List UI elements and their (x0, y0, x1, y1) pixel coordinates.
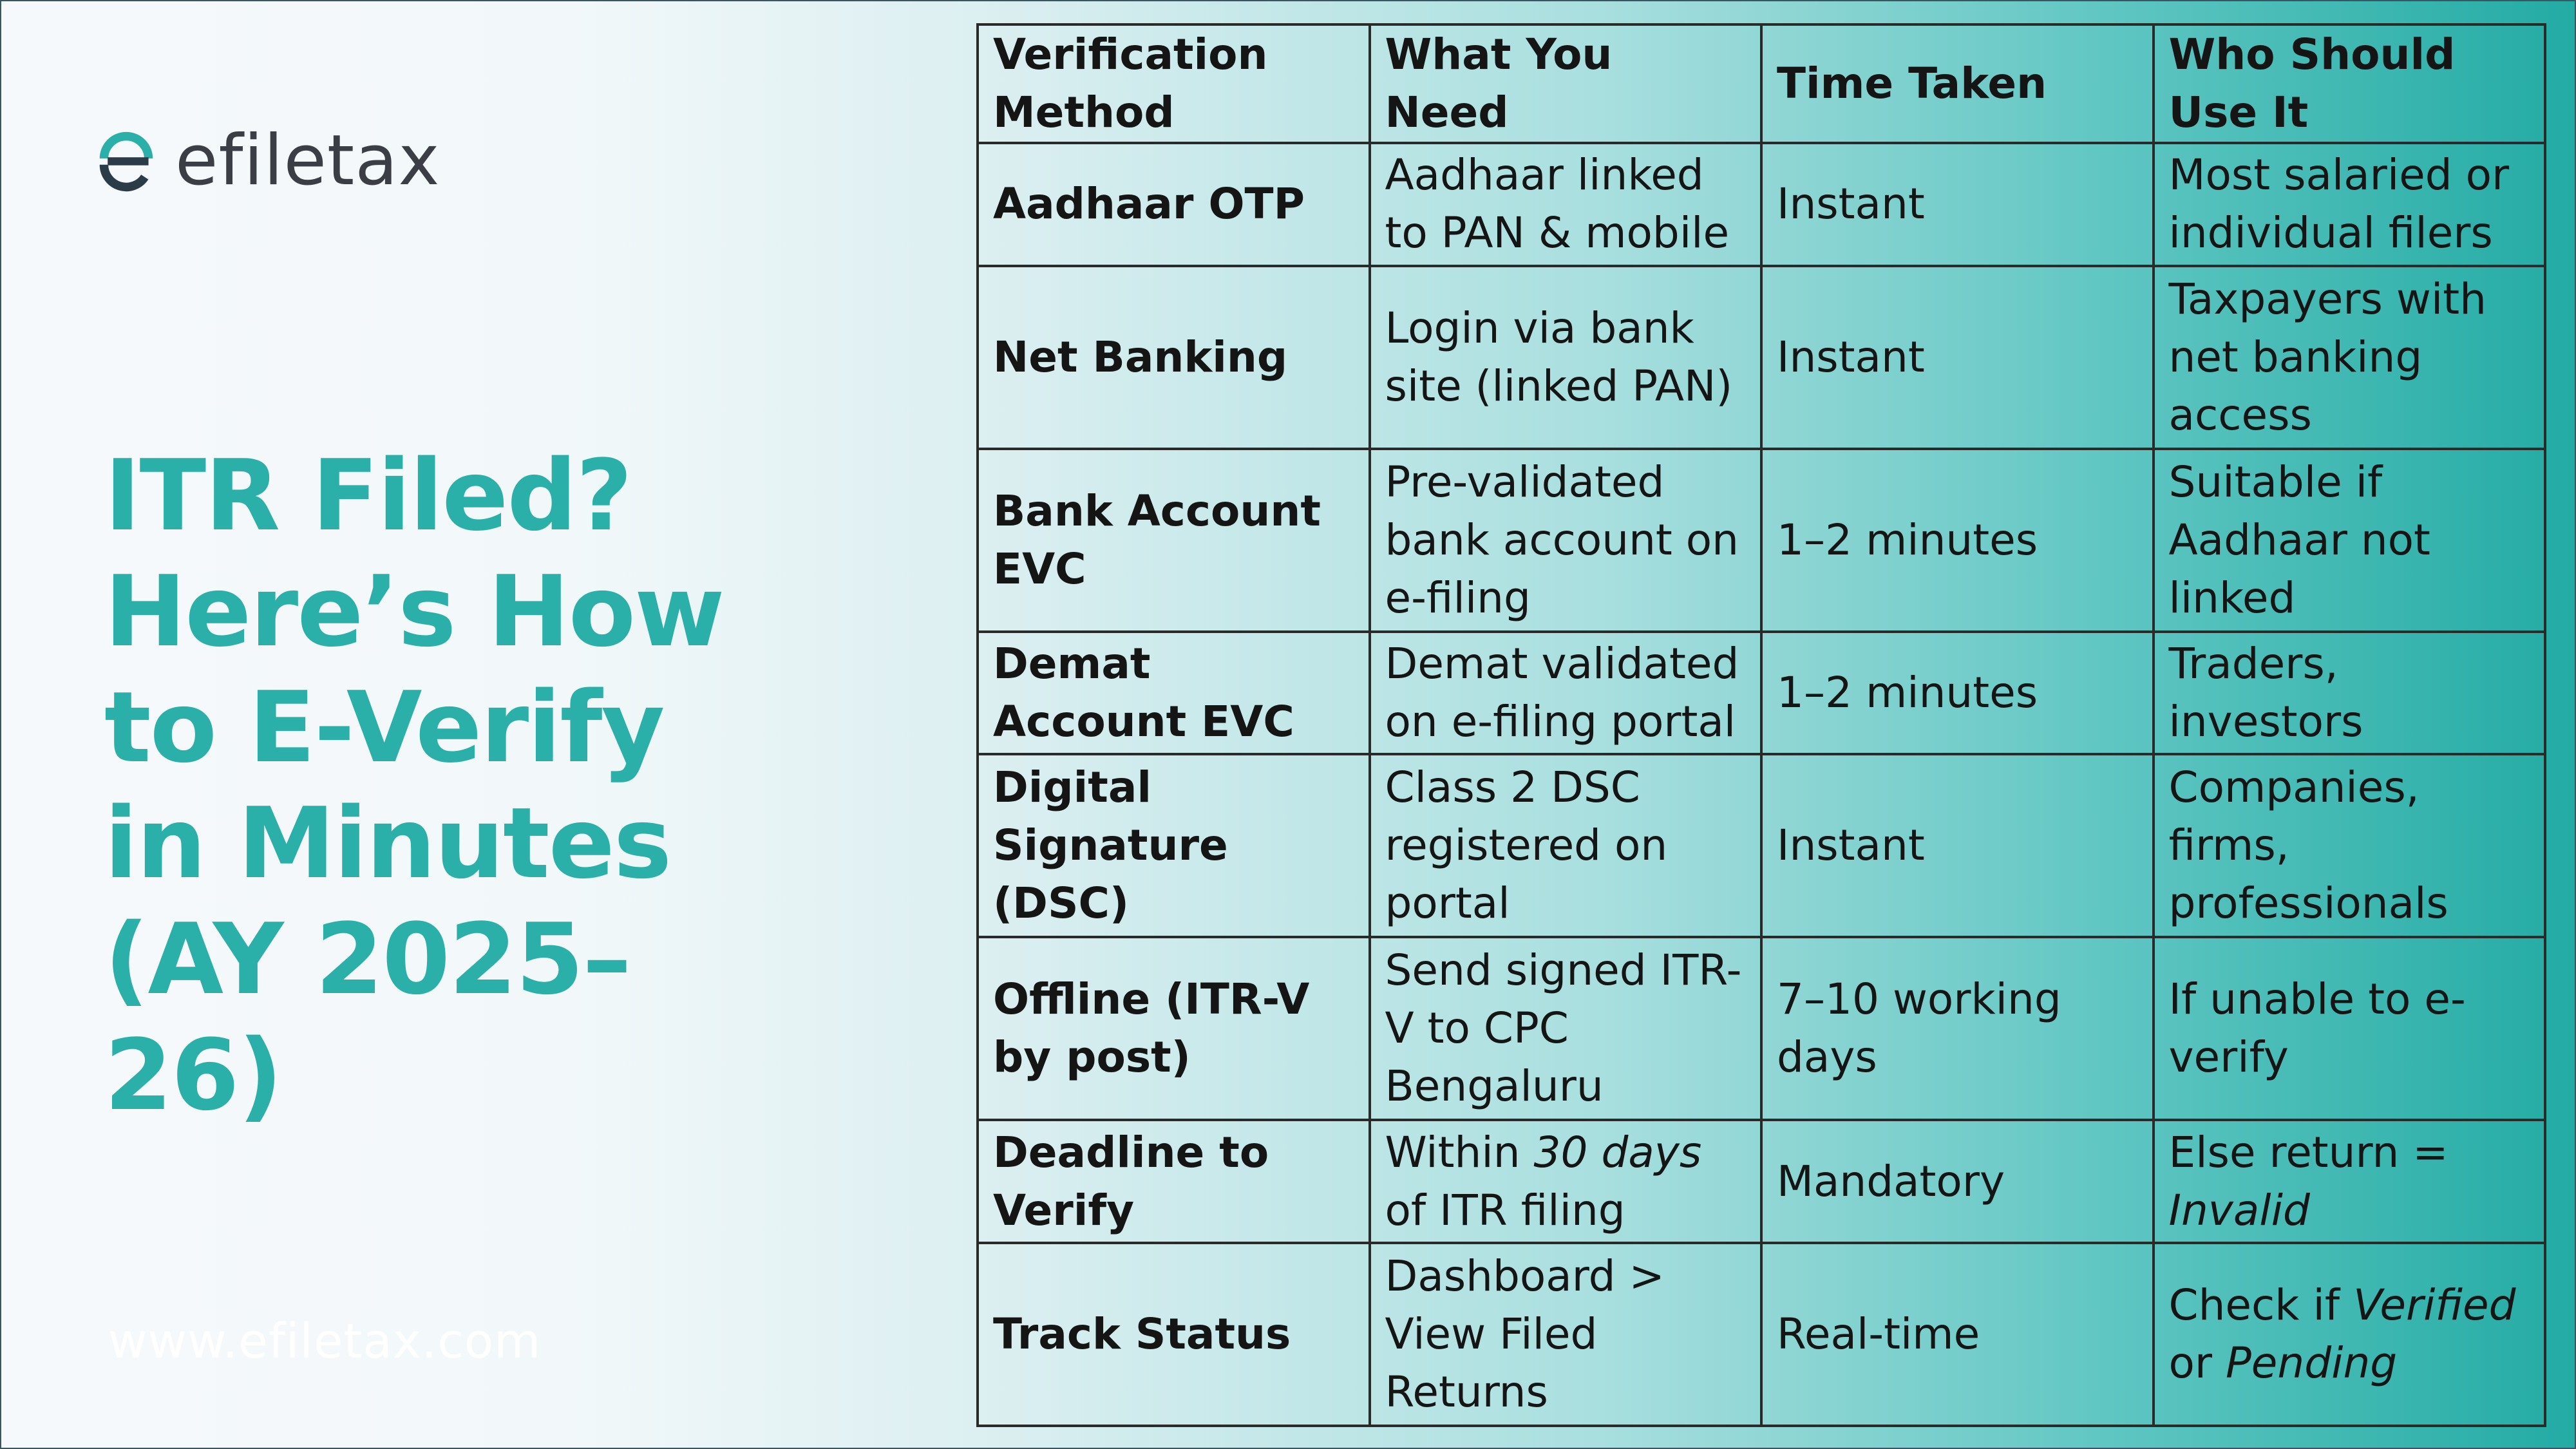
table-row (978, 143, 2545, 266)
method-cell: Net Banking (978, 266, 1370, 449)
cell-text: or (2168, 1338, 2226, 1388)
column-header: Verification Method (978, 24, 1370, 143)
time-cell: 7–10 working days (1761, 937, 2154, 1120)
time-cell: Instant (1761, 143, 2154, 266)
efiletax-logo-icon (95, 130, 157, 192)
method-cell: Aadhaar OTP (978, 143, 1370, 266)
need-cell: Dashboard > View Filed Returns (1370, 1243, 1762, 1426)
table-row (978, 449, 2545, 632)
cell-text: Check if (2168, 1280, 2354, 1330)
headline-line: to E-Verify (104, 670, 664, 784)
emphasis-text: 30 days (1533, 1127, 1702, 1177)
headline-line: 26) (104, 1018, 281, 1132)
method-cell: Deadline to Verify (978, 1120, 1370, 1243)
website-url: www.efiletax.com (108, 1314, 542, 1369)
need-cell: Pre-validated bank account on e-filing (1370, 449, 1762, 632)
cell-text: Else return = (2168, 1127, 2448, 1177)
who-cell (2154, 1243, 2546, 1426)
method-cell: Digital Signature (DSC) (978, 754, 1370, 937)
time-cell: 1–2 minutes (1761, 449, 2154, 632)
headline-line: ITR Filed? (104, 439, 632, 553)
method-cell: Offline (ITR-V by post) (978, 937, 1370, 1120)
headline-line: (AY 2025– (104, 902, 630, 1016)
table-header-row (978, 24, 2545, 143)
column-header: Who Should Use It (2154, 24, 2546, 143)
time-cell: Mandatory (1761, 1120, 2154, 1243)
table-row (978, 1120, 2545, 1243)
emphasis-text: Verified (2353, 1280, 2516, 1330)
table-row (978, 632, 2545, 755)
table-row (978, 937, 2545, 1120)
who-cell (2154, 1120, 2546, 1243)
who-cell: Most salaried or individual filers (2154, 143, 2546, 266)
cell-text: Within (1385, 1127, 1534, 1177)
brand-name: efiletax (175, 120, 440, 201)
table-row (978, 1243, 2545, 1426)
need-cell: Login via bank site (linked PAN) (1370, 266, 1762, 449)
time-cell: Real-time (1761, 1243, 2154, 1426)
column-header: What You Need (1370, 24, 1762, 143)
who-cell: Taxpayers with net banking access (2154, 266, 2546, 449)
need-cell: Send signed ITR-V to CPC Bengaluru (1370, 937, 1762, 1120)
table-row (978, 266, 2545, 449)
emphasis-text: Pending (2226, 1338, 2398, 1388)
headline-line: in Minutes (104, 786, 671, 900)
need-cell: Class 2 DSC registered on portal (1370, 754, 1762, 937)
brand-logo (95, 120, 440, 201)
need-cell: Aadhaar linked to PAN & mobile (1370, 143, 1762, 266)
emphasis-text: Invalid (2168, 1185, 2310, 1235)
time-cell: 1–2 minutes (1761, 632, 2154, 755)
column-header: Time Taken (1761, 24, 2154, 143)
table-row (978, 754, 2545, 937)
need-cell: Demat validated on e-filing portal (1370, 632, 1762, 755)
who-cell: Traders, investors (2154, 632, 2546, 755)
need-cell (1370, 1120, 1762, 1243)
who-cell: Suitable if Aadhaar not linked (2154, 449, 2546, 632)
method-cell: Demat Account EVC (978, 632, 1370, 755)
verification-methods-table (976, 23, 2546, 1427)
method-cell: Track Status (978, 1243, 1370, 1426)
cell-text: of ITR filing (1385, 1185, 1625, 1235)
time-cell: Instant (1761, 266, 2154, 449)
method-cell: Bank Account EVC (978, 449, 1370, 632)
who-cell: If unable to e-verify (2154, 937, 2546, 1120)
who-cell: Companies, firms, professionals (2154, 754, 2546, 937)
headline-line: Here’s How (104, 554, 724, 668)
time-cell: Instant (1761, 754, 2154, 937)
headline (104, 438, 724, 1133)
